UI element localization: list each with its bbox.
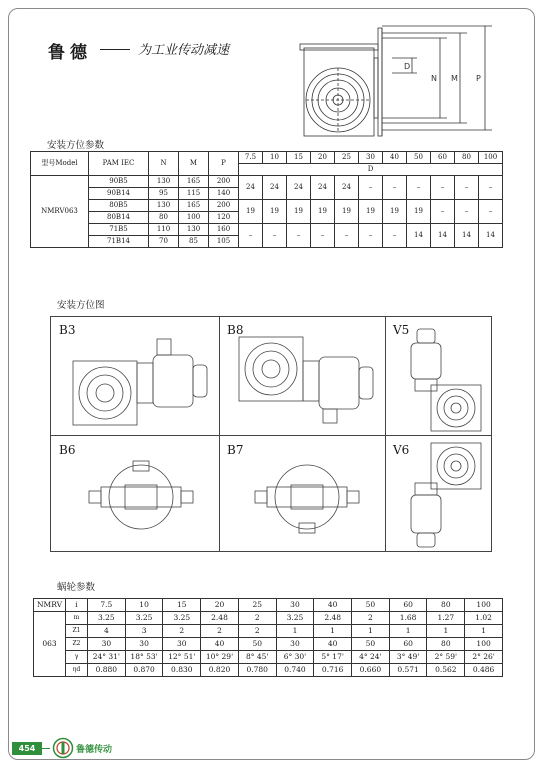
- worm-value: 3.25: [88, 612, 126, 625]
- worm-value: 0.571: [389, 664, 427, 677]
- spec-d: –: [431, 176, 455, 200]
- spec-d: –: [455, 200, 479, 224]
- worm-value: 2: [352, 612, 390, 625]
- spec-d: –: [479, 176, 503, 200]
- worm-header-row: [34, 599, 503, 612]
- table-row: [31, 176, 503, 188]
- gearbox-dimension-drawing: [292, 18, 502, 143]
- mount-label-b7: B7: [227, 443, 244, 457]
- brand-logo-icon: [52, 737, 74, 759]
- spec-d: 24: [287, 176, 311, 200]
- spec-p: 120: [209, 212, 239, 224]
- mount-label-b3: B3: [59, 323, 76, 337]
- spec-header-p: P: [209, 152, 239, 176]
- spec-p: 200: [209, 200, 239, 212]
- table-row: [34, 651, 503, 664]
- worm-symbol: m: [66, 612, 88, 625]
- table-row: [34, 625, 503, 638]
- worm-value: 60: [389, 638, 427, 651]
- spec-ratio: 60: [431, 152, 455, 164]
- worm-value: 2: [201, 625, 239, 638]
- worm-section-title: 蜗轮参数: [57, 582, 96, 593]
- footer-rule: [42, 748, 50, 749]
- gearbox-b7-drawing: [247, 457, 367, 537]
- spec-p: 160: [209, 224, 239, 236]
- spec-m: 100: [179, 212, 209, 224]
- spec-d: 14: [431, 224, 455, 248]
- spec-d: –: [287, 224, 311, 248]
- worm-value: 6° 30': [276, 651, 314, 664]
- worm-value: 30: [125, 638, 163, 651]
- worm-value: 1.02: [465, 612, 503, 625]
- spec-ratio: 30: [359, 152, 383, 164]
- worm-value: 0.870: [125, 664, 163, 677]
- worm-model: 063: [34, 612, 66, 677]
- worm-value: 3° 49': [389, 651, 427, 664]
- spec-d: –: [335, 224, 359, 248]
- spec-d: 19: [311, 200, 335, 224]
- spec-m: 115: [179, 188, 209, 200]
- spec-n: 130: [149, 176, 179, 188]
- worm-ratio: 60: [389, 599, 427, 612]
- spec-d: 19: [359, 200, 383, 224]
- spec-d: 24: [311, 176, 335, 200]
- gearbox-b3-drawing: [65, 331, 215, 431]
- spec-ratio: 80: [455, 152, 479, 164]
- spec-d: –: [479, 200, 503, 224]
- spec-ratio: 7.5: [239, 152, 263, 164]
- worm-value: 1: [389, 625, 427, 638]
- worm-value: 1: [465, 625, 503, 638]
- header-dash: [100, 49, 130, 50]
- spec-ratio: 50: [407, 152, 431, 164]
- worm-header-model: NMRV: [34, 599, 66, 612]
- worm-ratio: 50: [352, 599, 390, 612]
- worm-value: 10° 29': [201, 651, 239, 664]
- spec-p: 200: [209, 176, 239, 188]
- spec-n: 70: [149, 236, 179, 248]
- spec-pam: 80B14: [89, 212, 149, 224]
- worm-ratio: 20: [201, 599, 239, 612]
- worm-value: 1.27: [427, 612, 465, 625]
- worm-value: 4° 24': [352, 651, 390, 664]
- dim-label-n: N: [431, 74, 437, 83]
- brand-name: 鲁德: [48, 43, 92, 63]
- worm-value: 50: [352, 638, 390, 651]
- spec-d: –: [383, 224, 407, 248]
- worm-value: 100: [465, 638, 503, 651]
- worm-ratio: 40: [314, 599, 352, 612]
- mount-label-b8: B8: [227, 323, 244, 337]
- spec-pam: 71B5: [89, 224, 149, 236]
- spec-d: 24: [239, 176, 263, 200]
- spec-ratio: 20: [311, 152, 335, 164]
- spec-table: [30, 151, 503, 248]
- worm-value: 2: [163, 625, 201, 638]
- worm-value: 1.68: [389, 612, 427, 625]
- spec-d: 14: [455, 224, 479, 248]
- worm-ratio: 100: [465, 599, 503, 612]
- worm-value: 0.740: [276, 664, 314, 677]
- worm-value: 1: [314, 625, 352, 638]
- spec-header-pam: PAM IEC: [89, 152, 149, 176]
- spec-p: 140: [209, 188, 239, 200]
- dim-label-d: D: [404, 62, 411, 71]
- worm-value: 30: [163, 638, 201, 651]
- worm-value: 0.820: [201, 664, 239, 677]
- worm-value: 0.660: [352, 664, 390, 677]
- worm-value: 0.830: [163, 664, 201, 677]
- spec-d: 19: [239, 200, 263, 224]
- spec-n: 95: [149, 188, 179, 200]
- spec-n: 110: [149, 224, 179, 236]
- spec-ratio: 25: [335, 152, 359, 164]
- worm-symbol: Z1: [66, 625, 88, 638]
- worm-value: 24° 31': [88, 651, 126, 664]
- worm-value: 1: [427, 625, 465, 638]
- worm-value: 50: [238, 638, 276, 651]
- worm-ratio: 25: [238, 599, 276, 612]
- worm-value: 2° 59': [427, 651, 465, 664]
- table-row: [34, 664, 503, 677]
- worm-ratio: 7.5: [88, 599, 126, 612]
- worm-symbol: Z2: [66, 638, 88, 651]
- worm-value: 0.486: [465, 664, 503, 677]
- spec-header-d: D: [239, 164, 503, 176]
- mount-label-v6: V6: [393, 443, 410, 457]
- spec-header-m: M: [179, 152, 209, 176]
- worm-value: 3: [125, 625, 163, 638]
- worm-ratio: 10: [125, 599, 163, 612]
- worm-value: 2: [238, 612, 276, 625]
- dim-label-m: M: [451, 74, 458, 83]
- mount-section-title: 安装方位图: [57, 300, 105, 311]
- worm-value: 3.25: [276, 612, 314, 625]
- worm-ratio: 80: [427, 599, 465, 612]
- worm-value: 40: [201, 638, 239, 651]
- worm-value: 5° 17': [314, 651, 352, 664]
- spec-d: –: [263, 224, 287, 248]
- worm-value: 30: [88, 638, 126, 651]
- worm-value: 3.25: [125, 612, 163, 625]
- worm-value: 4: [88, 625, 126, 638]
- table-row: [31, 200, 503, 212]
- spec-d: –: [431, 200, 455, 224]
- spec-d: –: [455, 176, 479, 200]
- spec-m: 85: [179, 236, 209, 248]
- gearbox-v6-drawing: [403, 439, 489, 551]
- table-row: [34, 612, 503, 625]
- worm-table: [33, 598, 503, 677]
- spec-section-title: 安装方位参数: [47, 140, 105, 151]
- spec-n: 80: [149, 212, 179, 224]
- mount-label-b6: B6: [59, 443, 76, 457]
- worm-value: 80: [427, 638, 465, 651]
- spec-d: 14: [479, 224, 503, 248]
- spec-d: 19: [335, 200, 359, 224]
- spec-d: –: [383, 176, 407, 200]
- gearbox-b6-drawing: [81, 457, 201, 537]
- worm-value: 30: [276, 638, 314, 651]
- worm-ratio: 15: [163, 599, 201, 612]
- worm-ratio: 30: [276, 599, 314, 612]
- spec-m: 165: [179, 200, 209, 212]
- spec-header-model: 型号Model: [31, 152, 89, 176]
- spec-pam: 90B5: [89, 176, 149, 188]
- spec-ratio: 100: [479, 152, 503, 164]
- worm-value: 12° 51': [163, 651, 201, 664]
- spec-n: 130: [149, 200, 179, 212]
- spec-ratio: 15: [287, 152, 311, 164]
- worm-value: 0.780: [238, 664, 276, 677]
- worm-value: 2.48: [201, 612, 239, 625]
- spec-d: 19: [383, 200, 407, 224]
- spec-header-n: N: [149, 152, 179, 176]
- spec-header-row: [31, 152, 503, 164]
- worm-symbol: γ: [66, 651, 88, 664]
- spec-d: –: [239, 224, 263, 248]
- worm-value: 0.716: [314, 664, 352, 677]
- footer-brand-name: 鲁德传动: [76, 745, 113, 755]
- worm-value: 2° 26': [465, 651, 503, 664]
- gearbox-v5-drawing: [403, 321, 489, 433]
- header-subtitle: 为工业传动减速: [138, 43, 230, 58]
- spec-d: 24: [263, 176, 287, 200]
- worm-value: 2.48: [314, 612, 352, 625]
- worm-value: 1: [352, 625, 390, 638]
- spec-m: 165: [179, 176, 209, 188]
- dim-label-p: P: [476, 74, 481, 83]
- spec-pam: 90B14: [89, 188, 149, 200]
- mount-label-v5: V5: [393, 323, 410, 337]
- worm-value: 1: [276, 625, 314, 638]
- spec-pam: 80B5: [89, 200, 149, 212]
- spec-d: 14: [407, 224, 431, 248]
- spec-model: NMRV063: [31, 176, 89, 248]
- worm-value: 0.880: [88, 664, 126, 677]
- worm-value: 18° 53': [125, 651, 163, 664]
- spec-d: 19: [287, 200, 311, 224]
- table-row: [31, 224, 503, 236]
- spec-d: 19: [407, 200, 431, 224]
- table-row: [34, 638, 503, 651]
- spec-ratio: 10: [263, 152, 287, 164]
- spec-d: –: [311, 224, 335, 248]
- spec-d: 19: [263, 200, 287, 224]
- spec-pam: 71B14: [89, 236, 149, 248]
- worm-value: 40: [314, 638, 352, 651]
- spec-d: –: [407, 176, 431, 200]
- spec-d: 24: [335, 176, 359, 200]
- spec-d: –: [359, 176, 383, 200]
- mounting-positions-grid: [50, 316, 492, 552]
- spec-m: 130: [179, 224, 209, 236]
- worm-value: 0.562: [427, 664, 465, 677]
- gearbox-b8-drawing: [231, 331, 381, 431]
- page-number: 454: [12, 742, 42, 755]
- worm-value: 3.25: [163, 612, 201, 625]
- worm-symbol: ηd: [66, 664, 88, 677]
- worm-value: 8° 45': [238, 651, 276, 664]
- worm-value: 2: [238, 625, 276, 638]
- worm-header-i: i: [66, 599, 88, 612]
- spec-ratio: 40: [383, 152, 407, 164]
- spec-d: –: [359, 224, 383, 248]
- spec-p: 105: [209, 236, 239, 248]
